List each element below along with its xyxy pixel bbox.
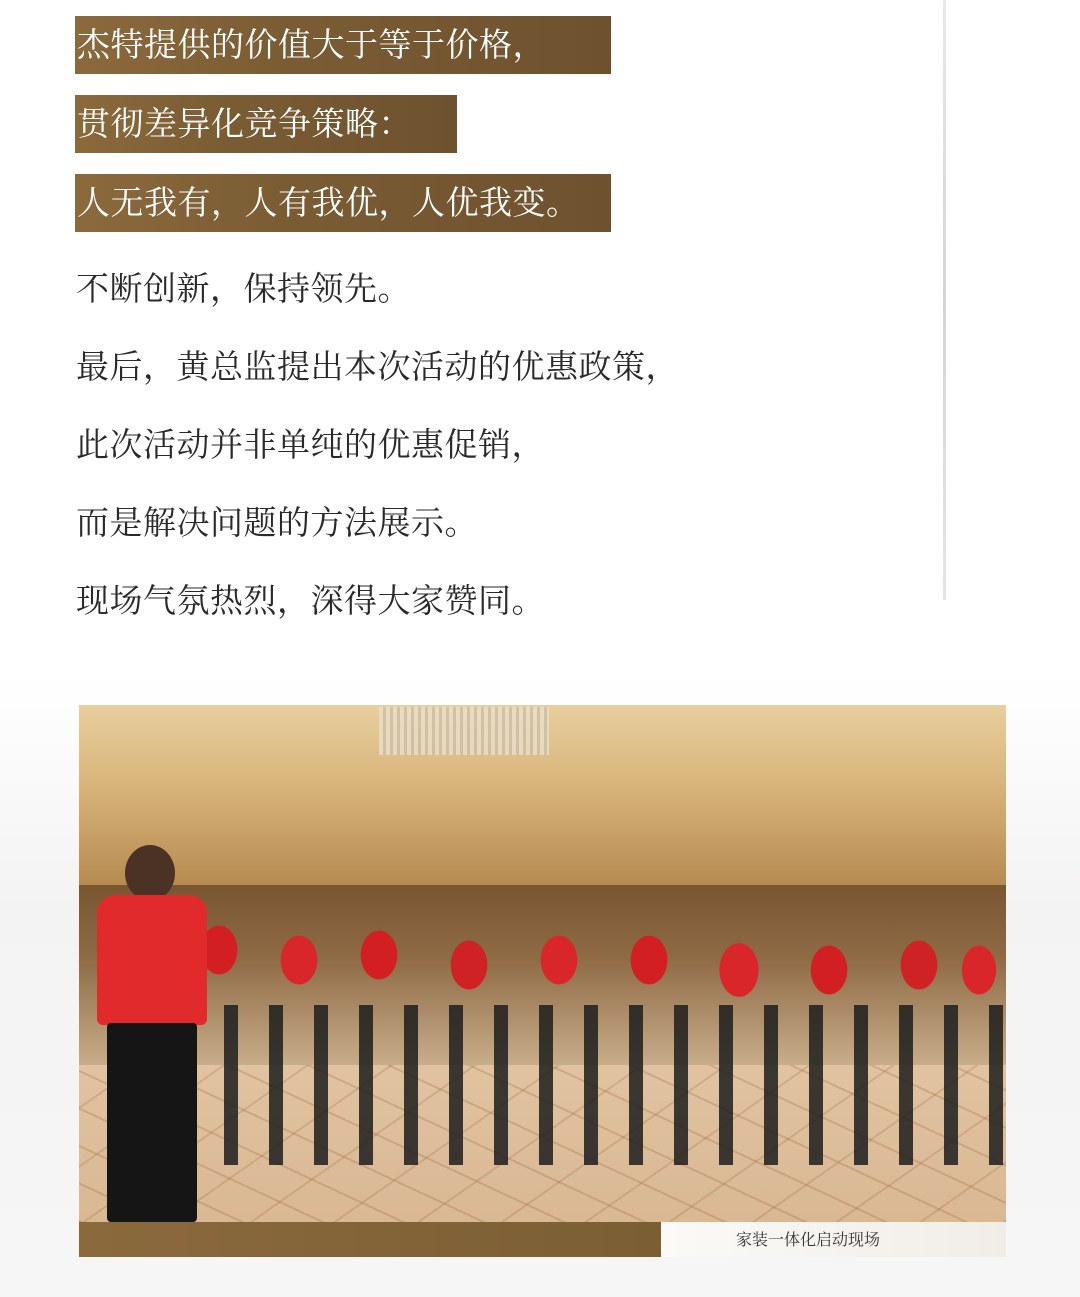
- highlight-line-2: 贯彻差异化竞争策略：: [75, 95, 457, 153]
- body-line-4: 而是解决问题的方法展示。: [76, 503, 478, 542]
- highlight-line-3: 人无我有，人有我优，人优我变。: [75, 174, 611, 232]
- photo-crowd-legs: [179, 1005, 1006, 1165]
- photo-caption: 家装一体化启动现场: [661, 1222, 1006, 1257]
- photo-caption-bar: [79, 1222, 1006, 1257]
- body-line-5: 现场气氛热烈，深得大家赞同。: [76, 581, 545, 620]
- speaker-head: [125, 845, 175, 901]
- body-line-1: 不断创新，保持领先。: [76, 269, 411, 308]
- body-line-3: 此次活动并非单纯的优惠促销，: [76, 425, 545, 464]
- speaker-pants: [107, 1023, 197, 1222]
- vertical-divider: [943, 0, 946, 600]
- photo-ceiling-vent: [379, 707, 549, 755]
- speaker-shirt: [97, 895, 207, 1025]
- body-line-2: 最后，黄总监提出本次活动的优惠政策，: [76, 347, 679, 386]
- event-photo: [79, 705, 1006, 1222]
- highlight-line-1: 杰特提供的价值大于等于价格，: [75, 16, 611, 74]
- photo-speaker: [97, 845, 207, 1222]
- caption-brown-band: [79, 1222, 661, 1257]
